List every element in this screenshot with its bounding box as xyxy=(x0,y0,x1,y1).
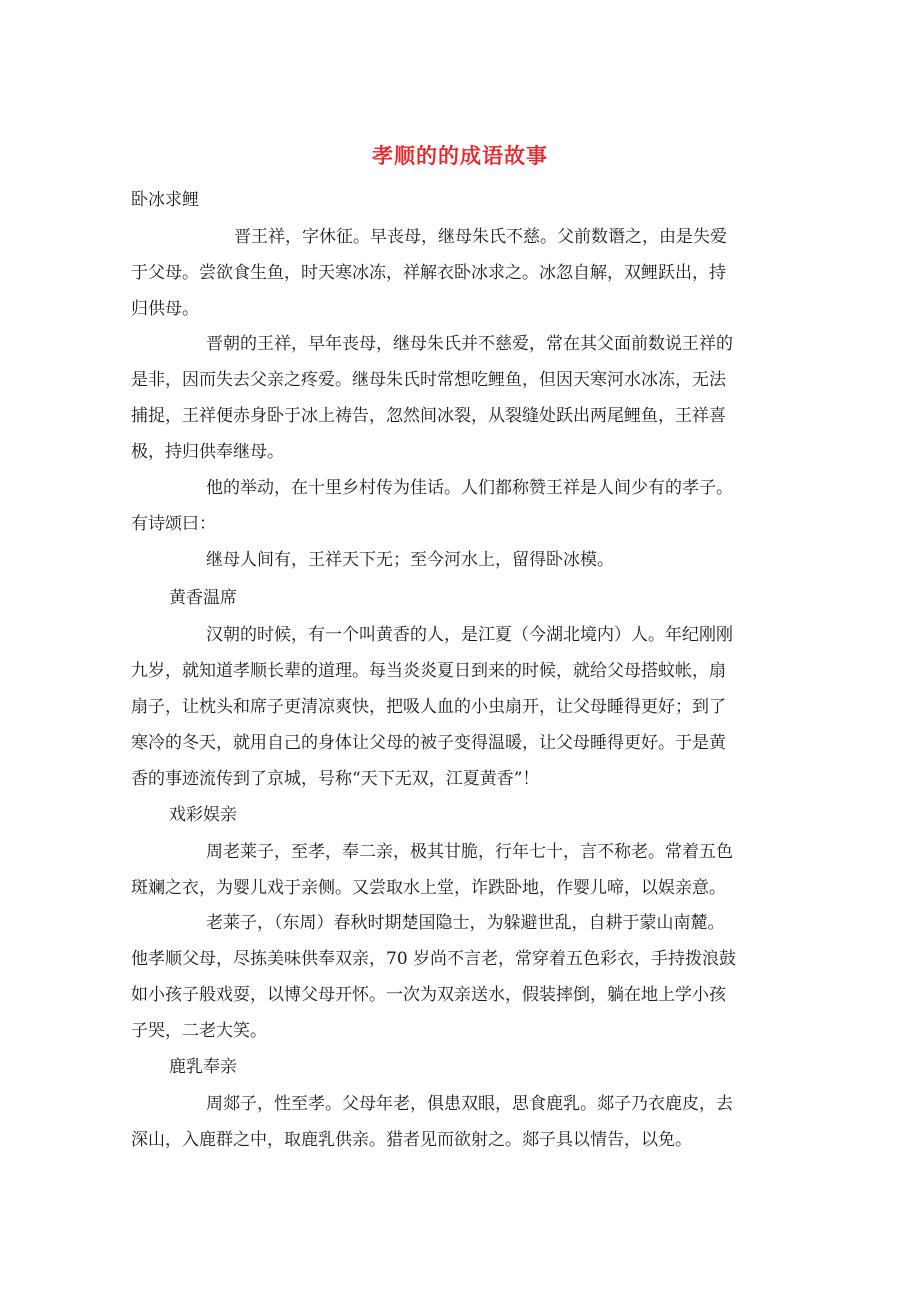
paragraph-luru xyxy=(131,1086,786,1158)
paragraph-line: 极，持归供奉继母。 xyxy=(131,442,284,462)
poem-line xyxy=(131,542,786,578)
section-heading-xicai xyxy=(169,797,824,833)
heading-text: 卧冰求鲤 xyxy=(131,190,199,210)
paragraph-line: 他的举动，在十里乡村传为佳话。人们都称赞王祥是人间少有的孝子。 xyxy=(206,478,733,498)
paragraph-wobing-classical xyxy=(131,219,786,327)
paragraph-line: 老莱子，（东周）春秋时期楚国隐士，为躲避世乱，自耕于蒙山南麓。 xyxy=(206,913,725,933)
paragraph-line: 汉朝的时候，有一个叫黄香的人，是江夏（今湖北境内）人。年纪刚刚 xyxy=(206,625,733,645)
paragraph-line: 他孝顺父母，尽拣美味供奉双亲，70 岁尚不言老，常穿着五色彩衣，手持拨浪鼓 xyxy=(131,949,737,969)
paragraph-line: 晋王祥，字休征。早丧母，继母朱氏不慈。父前数谮之，由是失爱 xyxy=(234,227,727,247)
paragraph-line: 寒冷的冬天，就用自己的身体让父母的被子变得温暖，让父母睡得更好。于是黄 xyxy=(131,733,726,753)
paragraph-line: 斑斓之衣，为婴儿戏于亲侧。又尝取水上堂，诈跌卧地，作婴儿啼，以娱亲意。 xyxy=(131,878,726,898)
paragraph-line: 子哭，二老大笑。 xyxy=(131,1021,267,1041)
section-heading-wobing xyxy=(131,182,786,218)
paragraph-line: 香的事迹流传到了京城，号称“天下无双，江夏黄香”！ xyxy=(131,769,540,789)
paragraph-line: 如小孩子般戏耍，以博父母开怀。一次为双亲送水，假装摔倒，躺在地上学小孩 xyxy=(131,985,726,1005)
section-heading-luru xyxy=(169,1049,824,1085)
paragraph-line: 深山，入鹿群之中，取鹿乳供亲。猎者见而欲射之。郯子具以情告，以免。 xyxy=(131,1130,692,1150)
paragraph-wobing-story xyxy=(131,326,786,470)
paragraph-line: 有诗颂曰： xyxy=(131,514,216,534)
document-title: 孝顺的的成语故事 xyxy=(372,143,548,168)
paragraph-line: 归供母。 xyxy=(131,299,199,319)
paragraph-xicai-story xyxy=(131,905,786,1049)
paragraph-line: 扇子，让枕头和席子更清凉爽快，把吸人血的小虫扇开，让父母睡得更好；到了 xyxy=(131,697,726,717)
paragraph-line: 九岁，就知道孝顺长辈的道理。每当炎炎夏日到来的时候，就给父母搭蚊帐，扇 xyxy=(131,661,726,681)
paragraph-line: 捕捉，王祥便赤身卧于冰上祷告，忽然间冰裂，从裂缝处跃出两尾鲤鱼，王祥喜 xyxy=(131,406,726,426)
heading-text: 黄香温席 xyxy=(169,588,237,608)
paragraph-line: 周老莱子，至孝，奉二亲，极其甘脆，行年七十，言不称老。常着五色 xyxy=(206,842,733,862)
paragraph-line: 周郯子，性至孝。父母年老，俱患双眼，思食鹿乳。郯子乃衣鹿皮，去 xyxy=(206,1094,733,1114)
paragraph-huangxiang xyxy=(131,617,786,797)
heading-text: 戏彩娱亲 xyxy=(169,805,237,825)
paragraph-line: 于父母。尝欲食生鱼，时天寒冰冻，祥解衣卧冰求之。冰忽自解，双鲤跃出，持 xyxy=(131,263,726,283)
heading-text: 鹿乳奉亲 xyxy=(169,1057,237,1077)
paragraph-line: 继母人间有，王祥天下无；至今河水上，留得卧冰模。 xyxy=(206,550,614,570)
section-heading-huangxiang xyxy=(169,580,824,616)
paragraph-xicai-classical xyxy=(131,834,786,906)
paragraph-line: 是非，因而失去父亲之疼爱。继母朱氏时常想吃鲤鱼，但因天寒河水冰冻，无法 xyxy=(131,370,726,390)
paragraph-wobing-praise xyxy=(131,470,786,542)
paragraph-line: 晋朝的王祥，早年丧母，继母朱氏并不慈爱，常在其父面前数说王祥的 xyxy=(206,334,733,354)
